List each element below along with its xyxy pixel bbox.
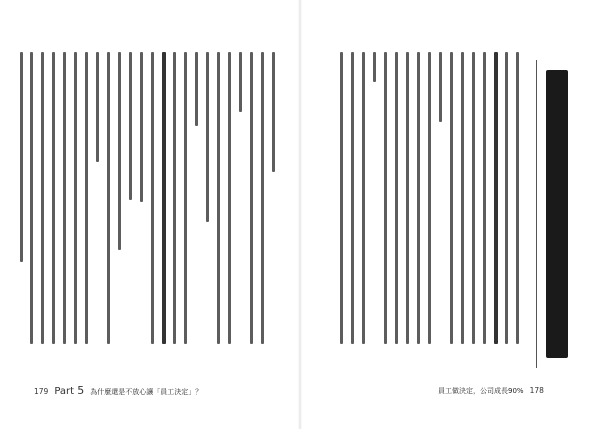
part-label: Part 5 (54, 384, 85, 397)
running-header: 為什麼還是不放心讓「員工決定」？ (90, 387, 203, 396)
page-number: 178 (529, 386, 544, 395)
chapter-title (546, 70, 568, 358)
left-page-footer (34, 386, 202, 397)
title-rule (536, 60, 537, 368)
right-page-footer (438, 386, 544, 396)
right-page (300, 0, 600, 429)
page-number: 179 (34, 386, 49, 396)
running-header: 員工做決定，公司成長90% (438, 387, 524, 395)
right-page-body-text (340, 52, 526, 382)
left-page-body-text (20, 52, 300, 382)
